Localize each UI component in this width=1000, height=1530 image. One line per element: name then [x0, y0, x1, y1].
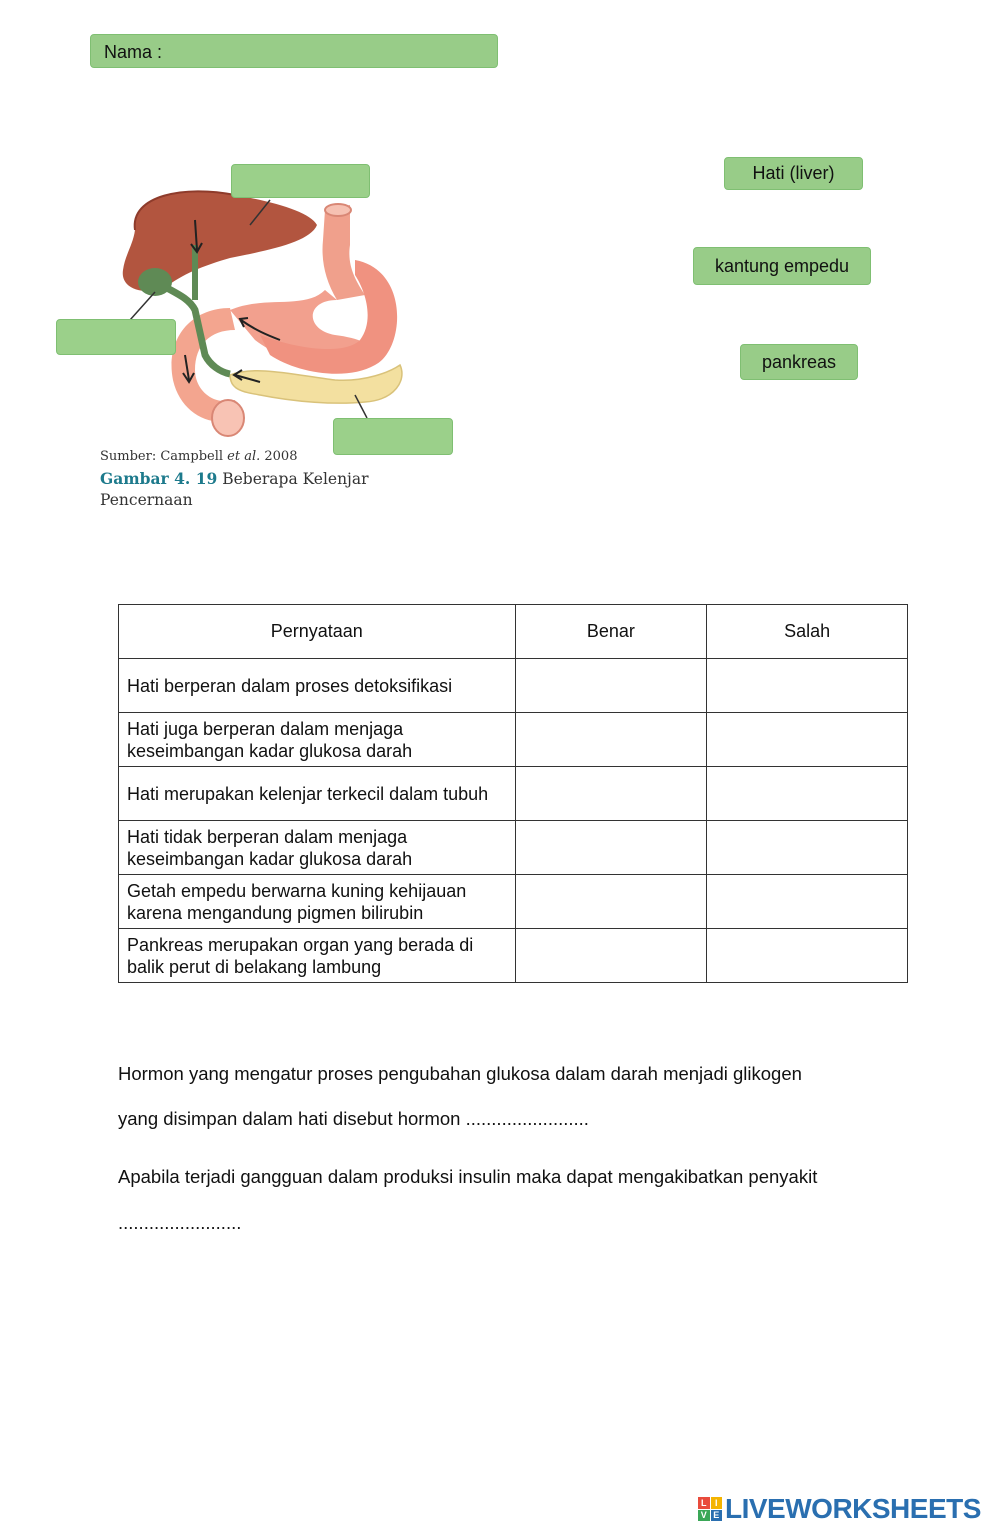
mark-letter: E — [711, 1510, 723, 1522]
figure-source-year: 2008 — [260, 449, 298, 464]
word-chip-liver[interactable] — [724, 157, 863, 190]
question-1-line-2[interactable]: yang disimpan dalam hati disebut hormon ........................ — [118, 1108, 589, 1129]
word-chip-gallbladder[interactable] — [693, 247, 871, 285]
header-true: Benar — [515, 605, 707, 659]
liveworksheets-mark-icon — [698, 1497, 722, 1521]
figure-caption — [100, 468, 400, 511]
name-input[interactable] — [90, 34, 498, 68]
label-drop-box-gallbladder[interactable] — [56, 319, 176, 355]
liveworksheets-text: LIVEWORKSHEETS — [725, 1493, 981, 1524]
mark-letter: I — [711, 1497, 723, 1509]
table-row — [119, 821, 908, 875]
word-chip-liver-label: Hati (liver) — [752, 163, 835, 183]
question-2-line-1: Apabila terjadi gangguan dalam produksi insulin maka dapat mengakibatkan penyakit — [118, 1166, 818, 1187]
word-chip-pancreas[interactable] — [740, 344, 858, 380]
true-answer-cell[interactable] — [515, 929, 707, 983]
false-answer-cell[interactable] — [707, 875, 908, 929]
false-answer-cell[interactable] — [707, 713, 908, 767]
header-false: Salah — [707, 605, 908, 659]
table-row — [119, 659, 908, 713]
true-answer-cell[interactable] — [515, 713, 707, 767]
true-answer-cell[interactable] — [515, 821, 707, 875]
statement-cell: Hati merupakan kelenjar terkecil dalam tubuh — [119, 767, 516, 821]
word-chip-gallbladder-label: kantung empedu — [714, 255, 850, 276]
figure-source — [100, 449, 297, 464]
figure-number: Gambar 4. 19 — [100, 469, 218, 488]
false-answer-cell[interactable] — [707, 767, 908, 821]
question-2-line-2[interactable]: ........................ — [118, 1212, 242, 1233]
statement-cell: Pankreas merupakan organ yang berada di balik perut di belakang lambung — [119, 929, 516, 983]
statement-cell: Hati tidak berperan dalam menjaga keseimbangan kadar glukosa darah — [119, 821, 516, 875]
mark-letter: V — [698, 1510, 710, 1522]
table-row — [119, 929, 908, 983]
table-header-row — [119, 605, 908, 659]
statement-cell: Getah empedu berwarna kuning kehijauan karena mengandung pigmen bilirubin — [119, 875, 516, 929]
table-row — [119, 713, 908, 767]
false-answer-cell[interactable] — [707, 659, 908, 713]
statement-cell: Hati juga berperan dalam menjaga keseimbangan kadar glukosa darah — [119, 713, 516, 767]
label-drop-box-liver[interactable] — [231, 164, 370, 198]
esophagus-shape — [323, 205, 365, 300]
false-answer-cell[interactable] — [707, 929, 908, 983]
figure-title: Beberapa Kelenjar Pencernaan — [100, 470, 369, 509]
statement-cell: Hati berperan dalam proses detoksifikasi — [119, 659, 516, 713]
word-chip-pancreas-label: pankreas — [761, 351, 837, 372]
label-drop-box-pancreas[interactable] — [333, 418, 453, 455]
table-row — [119, 767, 908, 821]
mark-letter: L — [698, 1497, 710, 1509]
figure-source-italic: et al. — [227, 449, 261, 464]
figure-source-prefix: Sumber: Campbell — [100, 449, 228, 464]
name-label: Nama : — [104, 42, 163, 62]
true-answer-cell[interactable] — [515, 767, 707, 821]
header-statement: Pernyataan — [119, 605, 516, 659]
true-answer-cell[interactable] — [515, 659, 707, 713]
table-row — [119, 875, 908, 929]
false-answer-cell[interactable] — [707, 821, 908, 875]
true-answer-cell[interactable] — [515, 875, 707, 929]
question-1-line-1: Hormon yang mengatur proses pengubahan glukosa dalam darah menjadi glikogen — [118, 1063, 802, 1084]
true-false-table — [118, 604, 908, 983]
liveworksheets-logo — [698, 1493, 981, 1525]
